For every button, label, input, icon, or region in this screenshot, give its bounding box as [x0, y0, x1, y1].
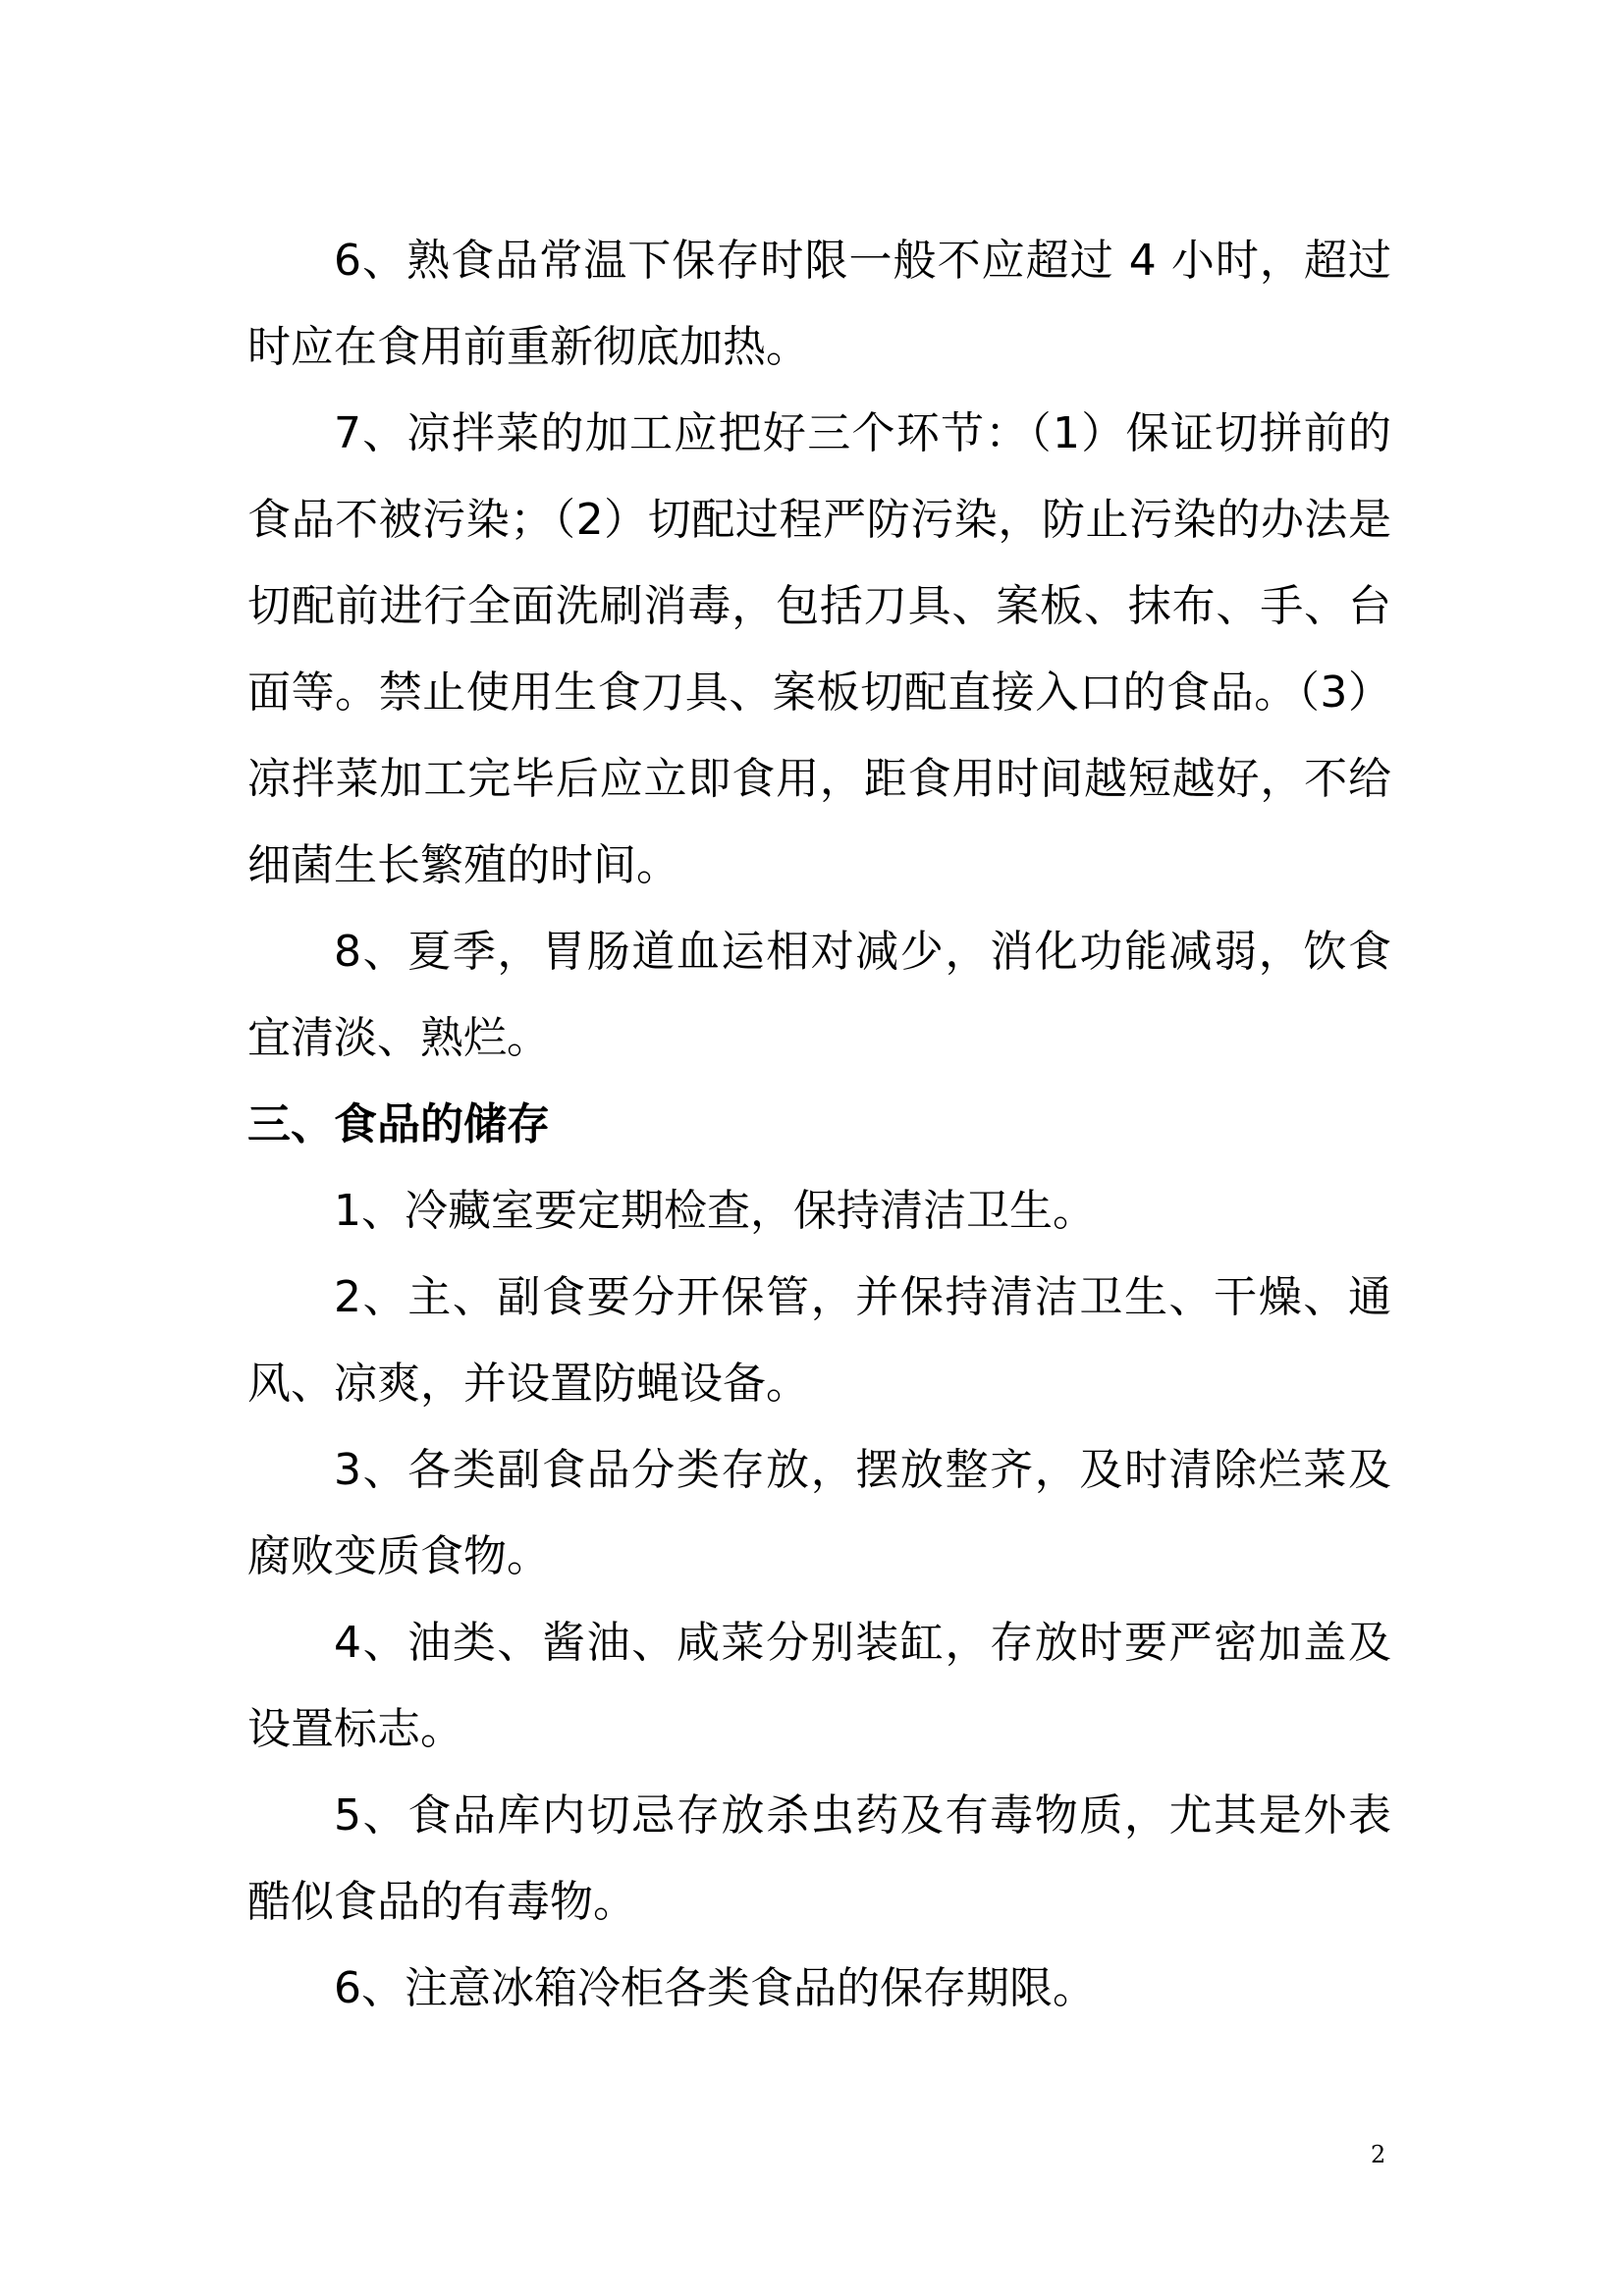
paragraph-item-6-cooked-food: 6、熟食品常温下保存时限一般不应超过 4 小时，超过时应在食用前重新彻底加热。 — [247, 236, 1391, 372]
page-content — [247, 218, 1391, 2032]
paragraph-storage-2: 2、主、副食要分开保管，并保持清洁卫生、干燥、通风、凉爽，并设置防蝇设备。 — [247, 1272, 1391, 1409]
paragraph-storage-4: 4、油类、酱油、咸菜分别装缸，存放时要严密加盖及设置标志。 — [247, 1618, 1391, 1754]
paragraph-storage-3: 3、各类副食品分类存放，摆放整齐，及时清除烂菜及腐败变质食物。 — [247, 1445, 1391, 1581]
page-number: 2 — [1371, 2141, 1386, 2168]
section-heading-food-storage: 三、食品的储存 — [247, 1099, 550, 1149]
paragraph-item-8-summer-diet: 8、夏季，胃肠道血运相对减少，消化功能减弱，饮食宜清淡、熟烂。 — [247, 927, 1391, 1063]
paragraph-storage-1: 1、冷藏室要定期检查，保持清洁卫生。 — [334, 1186, 1096, 1236]
paragraph-storage-6: 6、注意冰箱冷柜各类食品的保存期限。 — [334, 1963, 1096, 2013]
paragraph-storage-5: 5、食品库内切忌存放杀虫药及有毒物质，尤其是外表酷似食品的有毒物。 — [247, 1790, 1391, 1927]
paragraph-item-7-cold-dishes: 7、凉拌菜的加工应把好三个环节：（1）保证切拼前的食品不被污染；（2）切配过程严防污染，防止污染的办法是切配前进行全面洗刷消毒，包括刀具、案板、抹布、手、台面等。禁止使用生食刀具、案板切配直接入口的食品。（3）凉拌菜加工完毕后应立即食用，距食用时间越短越好，不给细菌生长繁殖的时间。 — [247, 408, 1391, 890]
